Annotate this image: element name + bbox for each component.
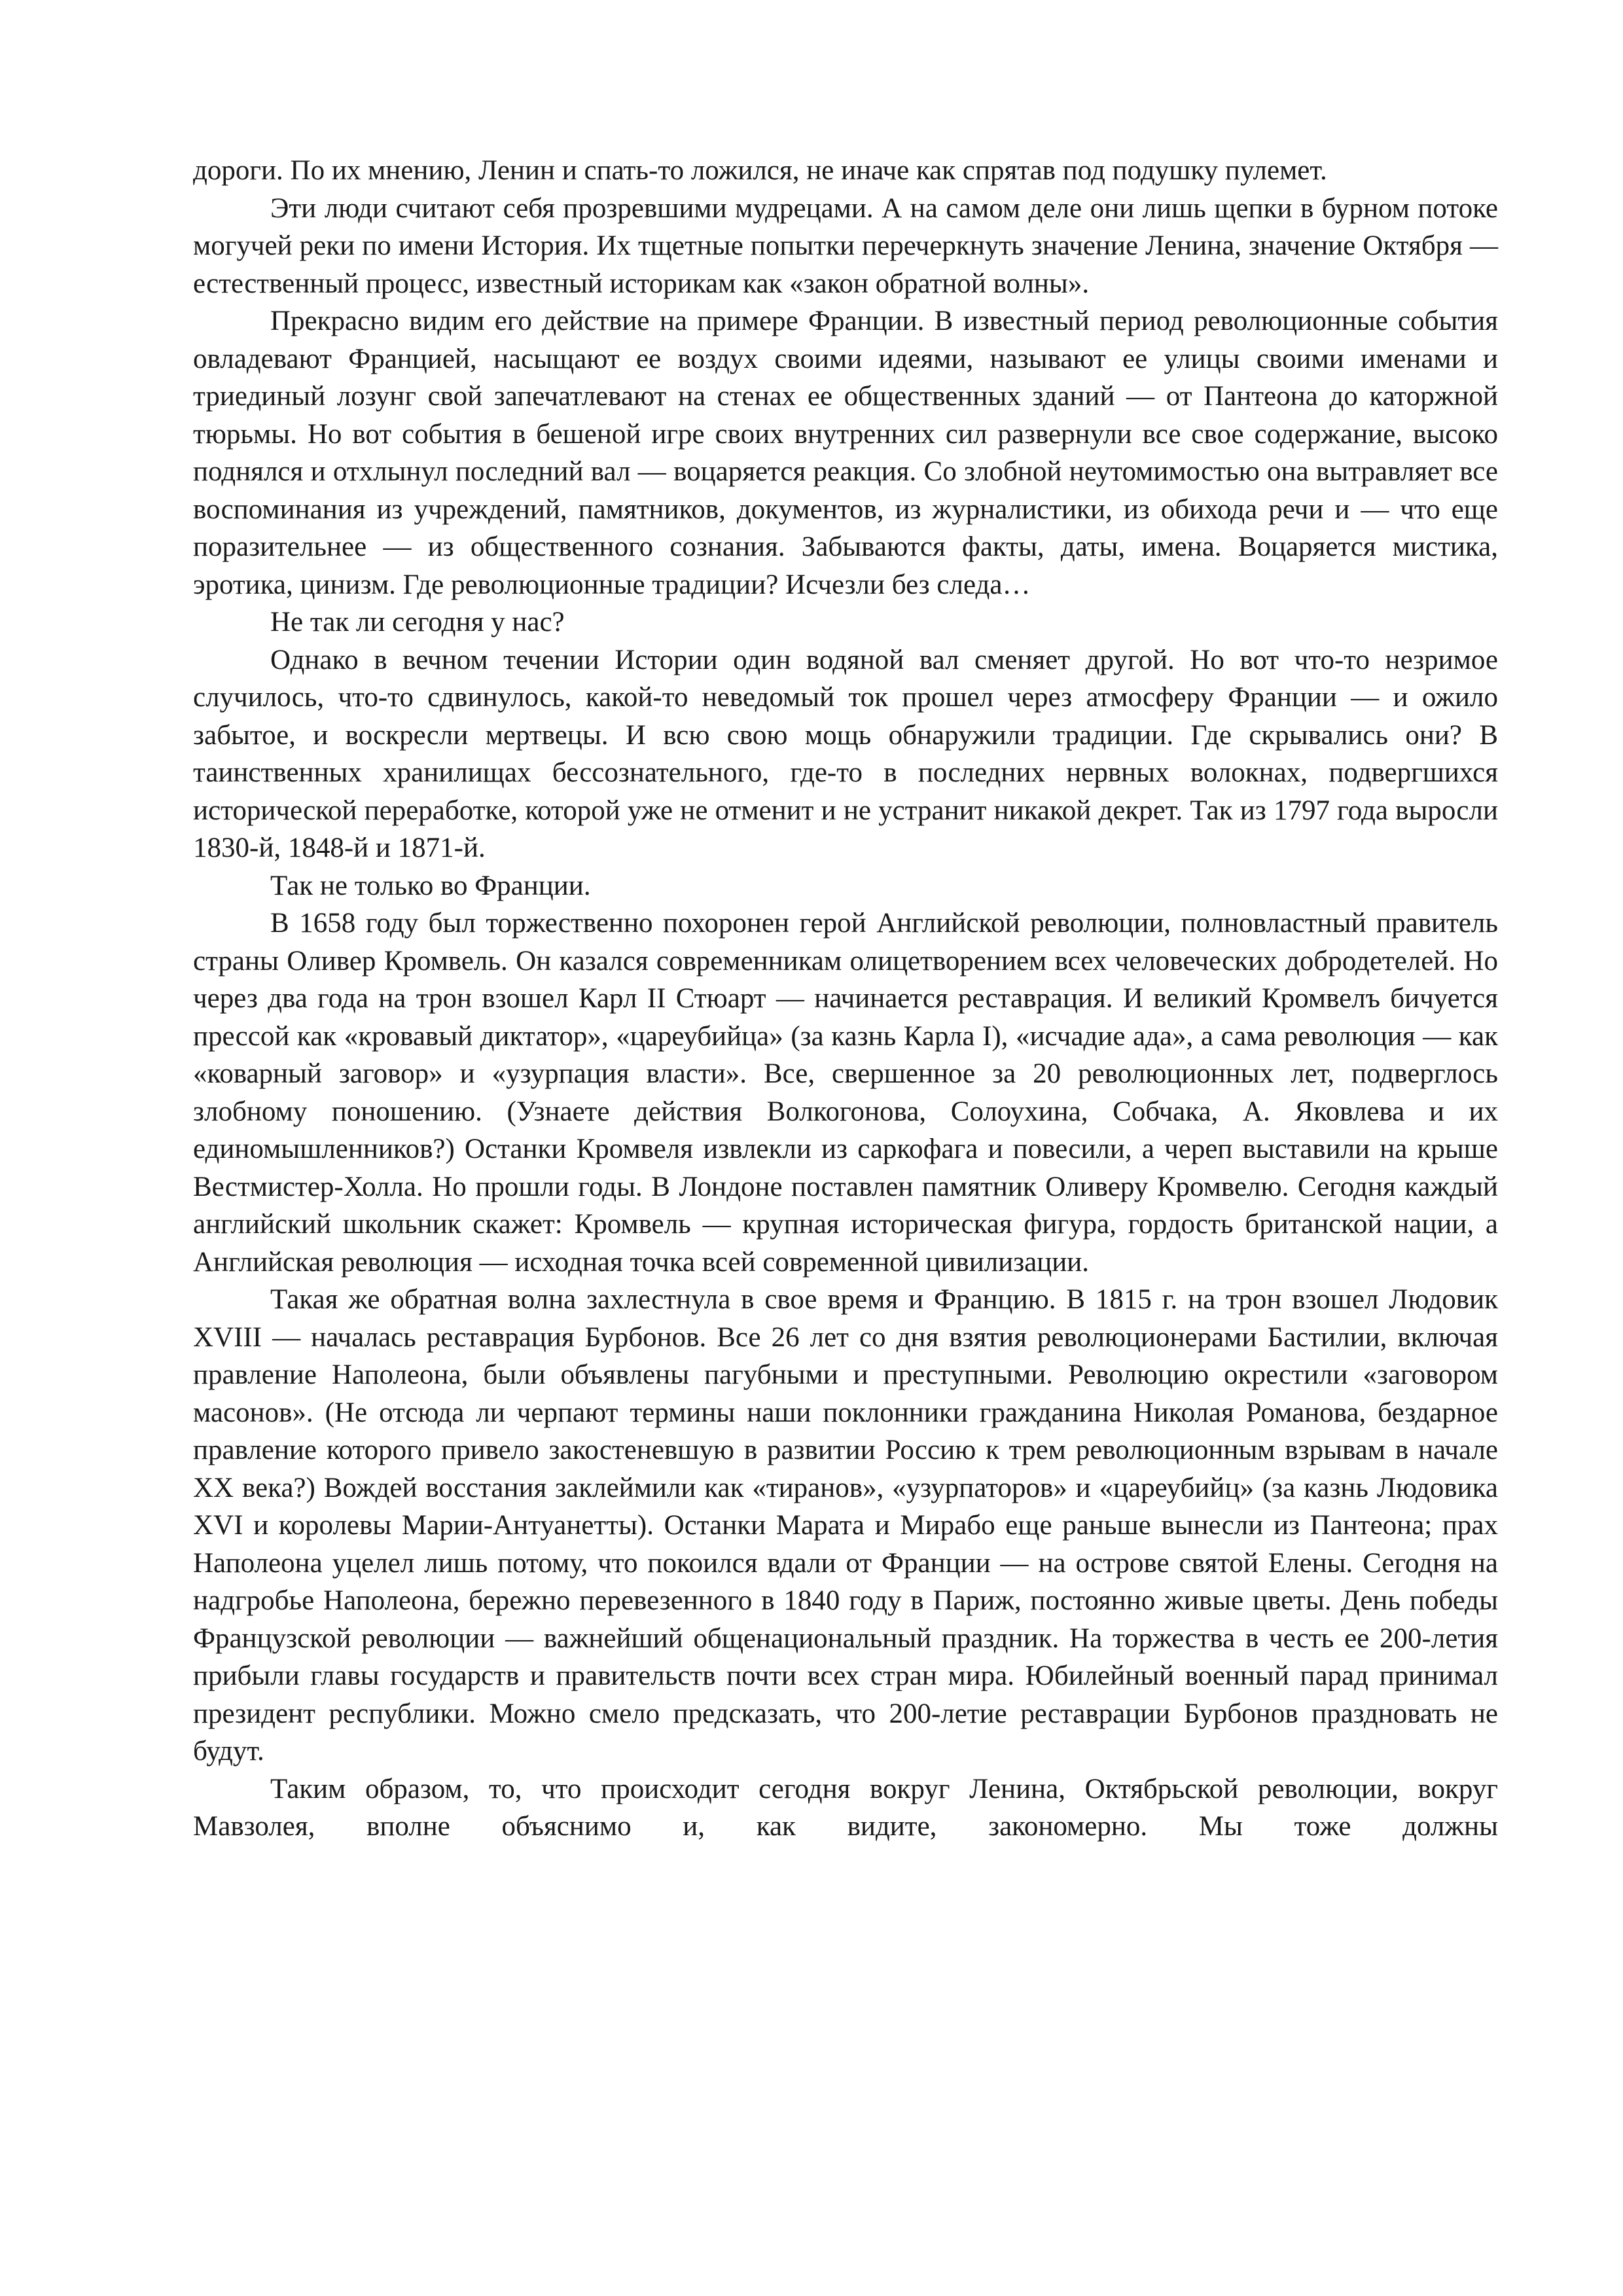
paragraph-7: В 1658 году был торжественно похоронен герой Английской революции, полновластный правитель страны Оливер Кромвель. Он казался современникам олицетворением всех человеческих добродетелей. Но через два года на трон взошел Карл II Стюарт — начинается реставрация. И великий Кромвелъ бичуется прессой как «кровавый диктатор», «цареубийца» (за казнь Карла I), «исчадие ада», а сама революция — как «коварный заговор» и «узурпация власти». Все, свершенное за 20 революционных лет, подверглось злобному поношению. (Узнаете действия Волкогонова, Солоухина, Собчака, А. Яковлева и их единомышленников?) Останки Кромвеля извлекли из саркофага и повесили, а череп выставили на крыше Вестмистер-Холла. Но прошли годы. В Лондоне поставлен памятник Оливеру Кромвелю. Сегодня каждый английский школьник скажет: Кромвель — крупная историческая фигура, гордость британской нации, а Английская революция — исходная точка всей современной цивилизации. xyxy=(193,908,1498,1278)
paragraph-6: Так не только во Франции. xyxy=(270,870,591,901)
document-body xyxy=(193,152,1498,1846)
paragraph-8: Такая же обратная волна захлестнула в свое время и Францию. В 1815 г. на трон взошел Людовик XVIII — началась реставрация Бурбонов. Все 26 лет со дня взятия революционерами Бастилии, включая правление Наполеона, были объявлены пагубными и преступными. Революцию окрестили «заговором масонов». (Не отсюда ли черпают термины наши поклонники гражданина Николая Романова, бездарное правление которого привело закостеневшую в развитии Россию к трем революционным взрывам в начале XX века?) Вождей восстания заклеймили как «тиранов», «узурпаторов» и «цареубийц» (за казнь Людовика XVI и королевы Марии-Антуанетты). Останки Марата и Мирабо еще раньше вынесли из Пантеона; прах Наполеона уцелел лишь потому, что покоился вдали от Франции — на острове святой Елены. Сегодня на надгробье Наполеона, бережно перевезенного в 1840 году в Париж, постоянно живые цветы. День победы Французской революции — важнейший общенациональный праздник. На торжества в честь ее 200-летия прибыли главы государств и правительств почти всех стран мира. Юбилейный военный парад принимал президент республики. Можно смело предсказать, что 200-летие реставрации Бурбонов праздновать не будут. xyxy=(193,1284,1498,1767)
paragraph-9: Таким образом, то, что происходит сегодня вокруг Ленина, Октябрьской революции, вокруг Мавзолея, вполне объяснимо и, как видите, закономерно. Мы тоже должны xyxy=(193,1773,1498,1842)
paragraph-5: Однако в вечном течении Истории один водяной вал сменяет другой. Но вот что-то незримое случилось, что-то сдвинулось, какой-то неведомый ток прошел через атмосферу Франции — и ожило забытое, и воскресли мертвецы. И всю свою мощь обнаружили традиции. Где скрывались они? В таинственных хранилищах бессознательного, где-то в последних нервных волокнах, подвергшихся исторической переработке, которой уже не отменит и не устранит никакой декрет. Так из 1797 года выросли 1830-й, 1848-й и 1871-й. xyxy=(193,644,1498,863)
paragraph-1: дороги. По их мнению, Ленин и спать-то ложился, не иначе как спрятав под подушку пулемет. xyxy=(193,155,1327,186)
paragraph-3: Прекрасно видим его действие на примере Франции. В известный период революционные события овладевают Францией, насыщают ее воздух своими идеями, называют ее улицы своими именами и триединый лозунг свой запечатлевают на стенах ее общественных зданий — от Пантеона до каторжной тюрьмы. Но вот события в бешеной игре своих внутренних сил развернули все свое содержание, высоко поднялся и отхлынул последний вал — воцаряется реакция. Со злобной неутомимостью она вытравляет все воспоминания из учреждений, памятников, документов, из журналистики, из обихода речи и — что еще поразительнее — из общественного сознания. Забываются факты, даты, имена. Воцаряется мистика, эротика, цинизм. Где революционные традиции? Исчезли без следа… xyxy=(193,306,1498,600)
paragraph-4: Не так ли сегодня у нас? xyxy=(270,607,565,637)
paragraph-2: Эти люди считают себя прозревшими мудрецами. А на самом деле они лишь щепки в бурном потоке могучей реки по имени История. Их тщетные попытки перечеркнуть значение Ленина, значение Октября — естественный процесс, известный историкам как «закон обратной волны». xyxy=(193,192,1498,299)
